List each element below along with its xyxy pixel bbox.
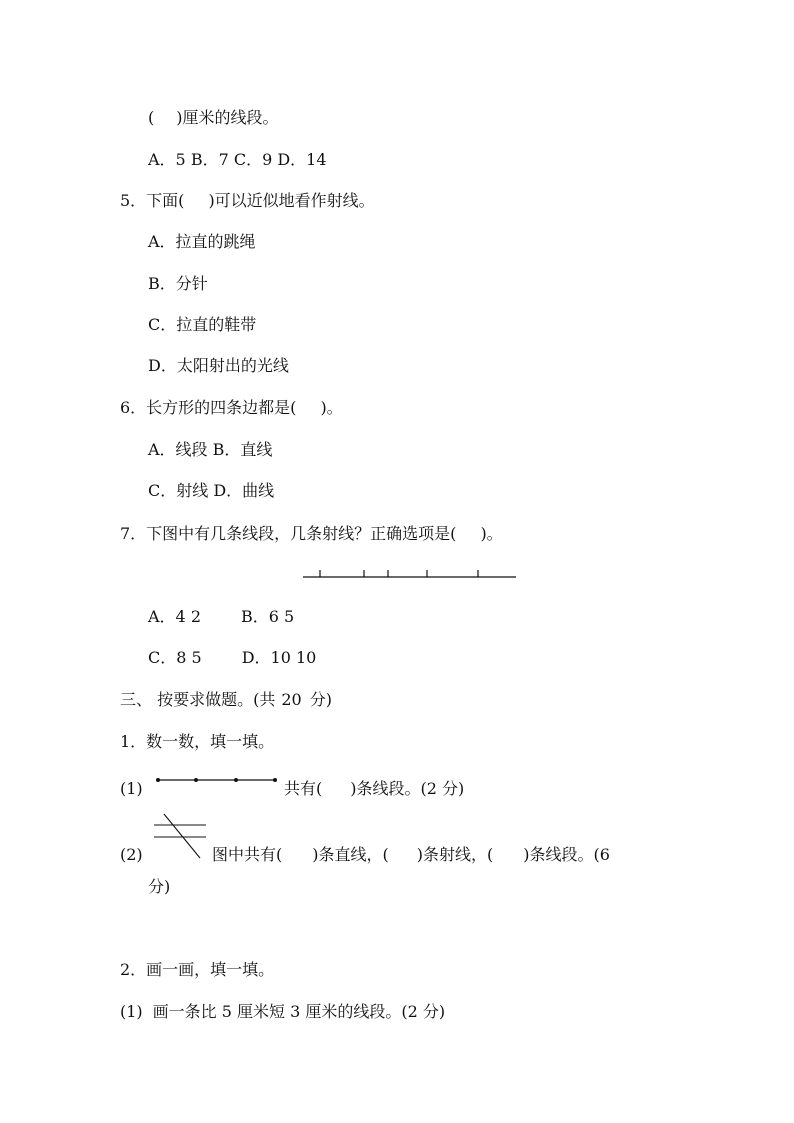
problem-1-2-figure — [150, 812, 210, 862]
segment-point — [234, 778, 238, 782]
problem-1-2-text-d: )条线段。(6 — [523, 845, 610, 864]
problem-1-1-text-b: )条线段。(2 分) — [350, 779, 465, 798]
q7-stem-b: )。 — [480, 524, 503, 543]
problem-2-1-text: 画一条比 5 厘米短 3 厘米的线段。(2 分) — [152, 1002, 446, 1021]
q7-option-a: A．4 2 — [148, 607, 202, 626]
section-3-title — [120, 690, 332, 710]
q6-options-ab: A．线段 B．直线 — [148, 440, 273, 459]
q6-stem-a: 6．长方形的四条边都是( — [120, 398, 297, 417]
q7-option-b: B．6 5 — [241, 607, 295, 626]
problem-2-1-label: (1) — [120, 1002, 143, 1021]
problem-2-1 — [120, 1002, 445, 1022]
q5-option-a: A．拉直的跳绳 — [148, 232, 256, 251]
q7-stem-a: 7．下图中有几条线段，几条射线？正确选项是( — [120, 524, 457, 543]
q7-stem — [120, 524, 503, 544]
problem-1-2-text-c: )条射线，( — [416, 845, 494, 864]
problem-1-1-text — [284, 779, 464, 799]
q5-option-b: B．分针 — [148, 274, 208, 293]
problem-1-2-text-b: )条直线，( — [312, 845, 389, 864]
section-3-points: 20 — [281, 690, 302, 709]
problem-1-2-text-a: 图中共有( — [212, 845, 283, 864]
q7-option-c: C．8 5 — [148, 648, 202, 667]
figure-line — [164, 814, 200, 858]
segment-point — [194, 778, 198, 782]
problem-1-1-figure — [155, 773, 279, 789]
q4-cont-text: )厘米的线段。 — [176, 108, 279, 127]
problem-1-title: 1．数一数，填一填。 — [120, 732, 275, 751]
q7-figure-line — [300, 566, 520, 582]
problem-1-1-label: (1) — [120, 779, 143, 798]
q4-continuation — [148, 108, 279, 128]
section-3-title-c: 分) — [309, 690, 332, 709]
q7-option-d: D．10 10 — [241, 648, 317, 667]
q7-options-cd — [148, 648, 316, 668]
q5-stem-a: 5．下面( — [120, 191, 185, 210]
q5-option-d: D．太阳射出的光线 — [148, 356, 289, 375]
q6-stem-b: )。 — [320, 398, 343, 417]
q5-option-c: C．拉直的鞋带 — [148, 315, 257, 334]
problem-1-2-text — [212, 845, 610, 865]
q4-options: A．5 B．7 C．9 D．14 — [148, 150, 327, 169]
q4-paren-open: ( — [148, 108, 155, 127]
q5-stem-b: )可以近似地看作射线。 — [208, 191, 375, 210]
segment-point — [273, 778, 277, 782]
problem-1-1-text-a: 共有( — [284, 779, 323, 798]
section-3-title-a: 三、 按要求做题。(共 — [120, 690, 276, 709]
q6-stem — [120, 398, 343, 418]
q6-options-cd: C．射线 D．曲线 — [148, 481, 275, 500]
q5-stem — [120, 191, 375, 211]
problem-2-title: 2．画一画，填一填。 — [120, 960, 275, 979]
segment-point — [156, 778, 160, 782]
q7-options-ab — [148, 607, 294, 627]
problem-1-2-label: (2) — [120, 845, 143, 864]
problem-1-2-cont: 分) — [148, 877, 171, 896]
